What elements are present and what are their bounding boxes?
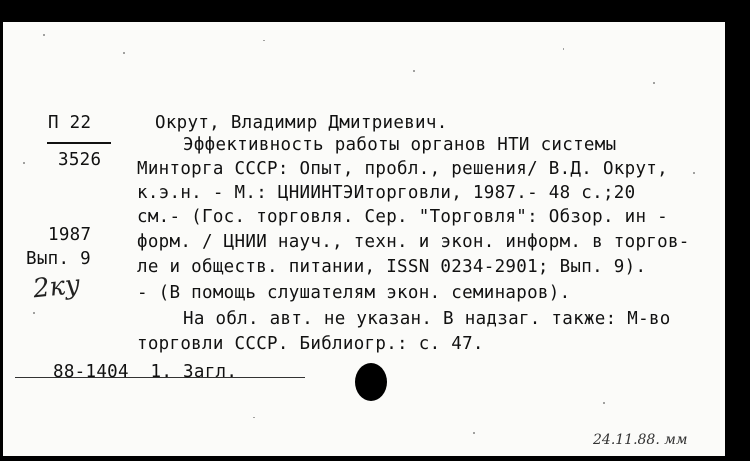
author-line: Окрут, Владимир Дмитриевич. bbox=[155, 113, 448, 133]
body-line: - (В помощь слушателям экон. семинаров). bbox=[137, 283, 571, 303]
scan-speck bbox=[603, 402, 605, 404]
scan-speck bbox=[43, 34, 45, 36]
shelfmark-number: 3526 bbox=[58, 150, 102, 170]
shelfmark-divider bbox=[47, 142, 111, 144]
body-line: Минторга СССР: Опыт, пробл., решения/ В.Д. Окрут, bbox=[137, 159, 668, 179]
body-line: форм. / ЦНИИ науч., техн. и экон. информ. в торгов- bbox=[137, 232, 690, 252]
title-line: Эффективность работы органов НТИ системы bbox=[183, 135, 617, 155]
punch-hole bbox=[355, 363, 387, 401]
shelfmark-issue: Вып. 9 bbox=[26, 249, 92, 269]
scan-speck bbox=[563, 48, 564, 50]
scan-speck bbox=[413, 70, 415, 72]
accession-line: 88-1404 1. Загл. bbox=[53, 362, 238, 382]
note-line: торговли СССР. Библиогр.: с. 47. bbox=[137, 334, 484, 354]
stamp-date: 24.11.88. мм bbox=[593, 432, 688, 448]
body-line: ле и обществ. питании, ISSN 0234-2901; Вып. 9). bbox=[137, 257, 647, 277]
scan-speck bbox=[653, 82, 655, 84]
scan-speck bbox=[33, 312, 35, 314]
body-line: см.- (Гос. торговля. Сер. "Торговля": Обзор. ин - bbox=[137, 207, 668, 227]
shelfmark-index: П 22 bbox=[48, 113, 92, 133]
scan-speck bbox=[693, 172, 695, 174]
scan-speck bbox=[123, 52, 125, 54]
scan-speck bbox=[23, 162, 25, 164]
library-catalog-card bbox=[3, 22, 725, 456]
body-line: к.э.н. - М.: ЦНИИНТЭИторговли, 1987.- 48 с.;20 bbox=[137, 183, 636, 203]
note-line: На обл. авт. не указан. В надзаг. также: М-во bbox=[183, 309, 671, 329]
scan-speck bbox=[473, 432, 475, 434]
shelfmark-year: 1987 bbox=[48, 225, 92, 245]
scan-speck bbox=[253, 417, 255, 418]
handwritten-mark: 2ку bbox=[31, 269, 82, 305]
scan-speck bbox=[263, 40, 265, 41]
